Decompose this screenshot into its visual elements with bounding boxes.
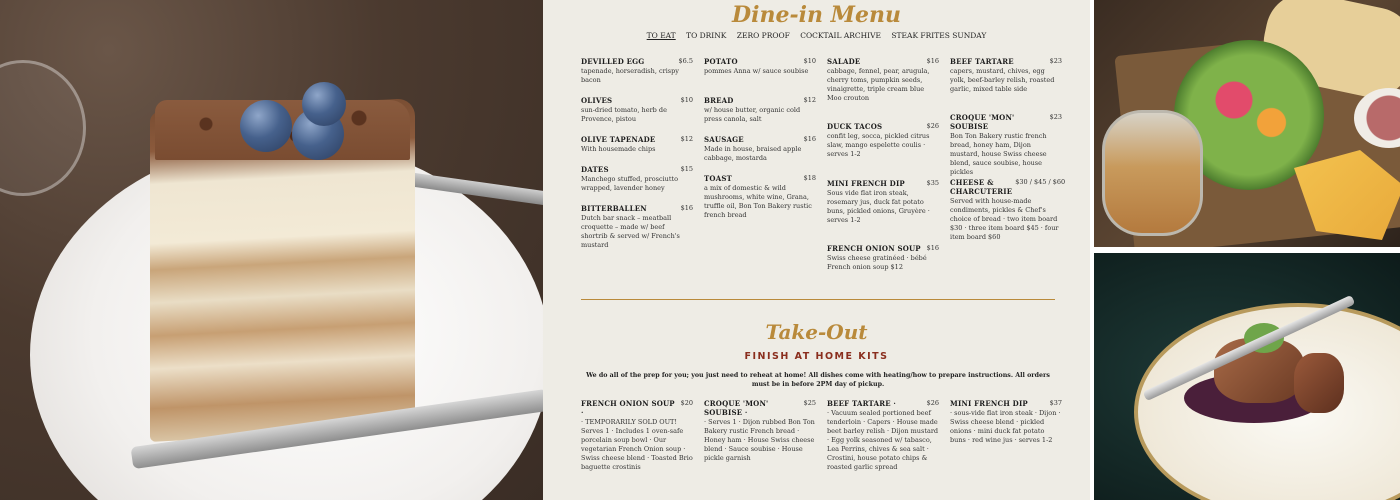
dish-desc: tapenade, horseradish, crispy bacon	[581, 67, 679, 84]
dish-name: OLIVES	[581, 96, 613, 105]
dish-desc: capers, mustard, chives, egg yolk, beef-barley relish, roasted garlic, mixed table side	[950, 67, 1055, 93]
menu-item	[827, 122, 939, 159]
wine-glass	[0, 60, 86, 196]
dish-name: DUCK TACOS	[827, 122, 883, 131]
menu-item	[581, 165, 693, 193]
menu-panel	[543, 0, 1090, 500]
dish-desc: sun-dried tomato, herb de Provence, pistou	[581, 106, 667, 123]
dish-price: $6.5	[678, 57, 693, 65]
menu-item	[950, 57, 1062, 94]
dish-desc: Bon Ton Bakery rustic french bread, honey ham, Dijon mustard, house Swiss cheese blend, sauce soubise, house pickles	[950, 132, 1047, 176]
menu-item	[950, 178, 1066, 242]
dish-price: $12	[803, 96, 816, 104]
dish-price: $37	[1049, 399, 1062, 407]
takeout-item	[704, 399, 816, 463]
dish-name: FRENCH ONION SOUP ·	[581, 399, 675, 417]
takeout-item	[581, 399, 693, 472]
menu-item	[581, 135, 693, 154]
menu-item	[704, 135, 816, 163]
dish-price: $10	[803, 57, 816, 65]
dish-price: $25	[803, 399, 816, 407]
dish-price: $23	[1049, 57, 1062, 65]
dish-desc: cabbage, fennel, pear, arugula, cherry toms, pumpkin seeds, vinaigrette, triple cream blue Moo crouton	[827, 67, 930, 102]
dish-desc: confit leg, socca, pickled citrus slaw, mango espelette coulis · serves 1-2	[827, 132, 930, 158]
dish-name: SALADE	[827, 57, 861, 66]
dish-desc: pommes Anna w/ sauce soubise	[704, 67, 809, 75]
tiramisu-photo	[0, 0, 543, 500]
nav-to-drink[interactable]: TO DRINK	[686, 31, 727, 40]
dish-name: CROQUE 'MON' SOUBISE	[950, 113, 1015, 131]
menu-item	[581, 57, 693, 85]
nav-cocktail-archive[interactable]: COCKTAIL ARCHIVE	[800, 31, 882, 40]
dish-price: $26	[926, 122, 939, 130]
dish-name: SAUSAGE	[704, 135, 744, 144]
sausage	[1294, 353, 1344, 413]
takeout-item	[827, 399, 939, 472]
menu-item	[950, 113, 1062, 177]
takeout-title: Take-Out	[765, 320, 868, 344]
dish-price: $30 / $45 / $60	[1015, 178, 1066, 186]
takeout-item	[950, 399, 1062, 445]
menu-item	[704, 174, 816, 220]
dish-price: $20	[680, 399, 693, 407]
dish-price: $10	[680, 96, 693, 104]
charcuterie-photo	[1094, 0, 1400, 247]
menu-item	[827, 244, 939, 272]
sausage-plate-photo	[1094, 253, 1400, 500]
section-divider	[581, 299, 1055, 300]
dish-desc: · Serves 1 · Dijon rubbed Bon Ton Bakery rustic French bread · Honey ham · House Swiss cheese blend · Sauce soubise · House pickle garnish	[704, 418, 815, 462]
dish-desc: Swiss cheese gratinéed · bébé French onion soup $12	[827, 254, 927, 271]
dish-desc: w/ house butter, organic cold press canola, salt	[704, 106, 801, 123]
dish-price: $16	[926, 244, 939, 252]
dish-name: CHEESE & CHARCUTERIE	[950, 178, 1013, 196]
menu-item	[704, 57, 816, 76]
dish-name: POTATO	[704, 57, 738, 66]
dish-name: OLIVE TAPENADE	[581, 135, 656, 144]
menu-item	[827, 57, 939, 103]
dish-desc: Sous vide flat iron steak, rosemary jus, duck fat potato buns, pickled onions, Gruyère · serves 1-2	[827, 189, 930, 224]
dish-price: $15	[680, 165, 693, 173]
menu-item	[581, 96, 693, 124]
dish-price: $12	[680, 135, 693, 143]
dish-price: $18	[803, 174, 816, 182]
nav-zero-proof[interactable]: ZERO PROOF	[736, 31, 790, 40]
dish-price: $23	[1049, 113, 1062, 121]
dish-price: $16	[926, 57, 939, 65]
dish-price: $26	[926, 399, 939, 407]
dish-name: DEVILLED EGG	[581, 57, 645, 66]
dish-name: TOAST	[704, 174, 733, 183]
dish-name: BREAD	[704, 96, 734, 105]
dish-name: BITTERBALLEN	[581, 204, 647, 213]
dish-name: FRENCH ONION SOUP	[827, 244, 921, 253]
dish-name: DATES	[581, 165, 609, 174]
nav-steak-frites-sunday[interactable]: STEAK FRITES SUNDAY	[891, 31, 987, 40]
finish-at-home-title: FINISH AT HOME KITS	[744, 351, 889, 362]
dish-desc: Served with house-made condiments, pickles & Chef's choice of bread · two item board $30 · three item board $45 · four item board $60	[950, 197, 1059, 241]
dish-name: CROQUE 'MON' SOUBISE ·	[704, 399, 769, 417]
dine-in-title: Dine-in Menu	[732, 2, 901, 28]
dish-desc: · Vacuum sealed portioned beef tenderloin · Capers · House made beet barley relish · Dijon mustard · Egg yolk seasoned w/ tabasco, Lea Perrins, chives & sea salt · Crostini, house potato chips & roasted garlic spread	[827, 409, 939, 471]
takeout-note: We do all of the prep for you; you just need to reheat at home! All dishes come with heating/how to prepare instructions. All orders must be in before 2PM day of pickup.	[586, 372, 1050, 388]
menu-nav	[543, 31, 1090, 40]
dish-desc: a mix of domestic & wild mushrooms, white wine, Grana, truffle oil, Bon Ton Bakery rustic french bread	[704, 184, 812, 219]
dish-name: BEEF TARTARE	[950, 57, 1014, 66]
dish-desc: · TEMPORARILY SOLD OUT! Serves 1 · Includes 1 oven-safe porcelain soup bowl · Our vegetarian French Onion soup · Swiss cheese blend · Toasted Brio baguette crostinis	[581, 418, 693, 471]
dish-desc: Dutch bar snack – meatball croquette – made w/ beef shortrib & served w/ French's mustard	[581, 214, 680, 249]
menu-item	[704, 96, 816, 124]
blueberry	[302, 82, 346, 126]
menu-item	[581, 204, 693, 250]
menu-item	[827, 179, 939, 225]
dish-price: $35	[926, 179, 939, 187]
dish-name: MINI FRENCH DIP	[827, 179, 905, 188]
dish-price: $16	[680, 204, 693, 212]
terrine-jar	[1102, 110, 1203, 236]
dish-name: BEEF TARTARE ·	[827, 399, 897, 408]
dish-desc: With housemade chips	[581, 145, 656, 153]
dish-desc: Manchego stuffed, prosciutto wrapped, lavender honey	[581, 175, 678, 192]
dish-name: MINI FRENCH DIP	[950, 399, 1028, 408]
nav-to-eat[interactable]: TO EAT	[646, 31, 676, 40]
dish-desc: · sous-vide flat iron steak · Dijon · Swiss cheese blend · pickled onions · mini duck fat potato buns · red wine jus · serves 1-2	[950, 409, 1061, 444]
blueberry	[240, 100, 292, 152]
dish-desc: Made in house, braised apple cabbage, mostarda	[704, 145, 802, 162]
dish-price: $16	[803, 135, 816, 143]
